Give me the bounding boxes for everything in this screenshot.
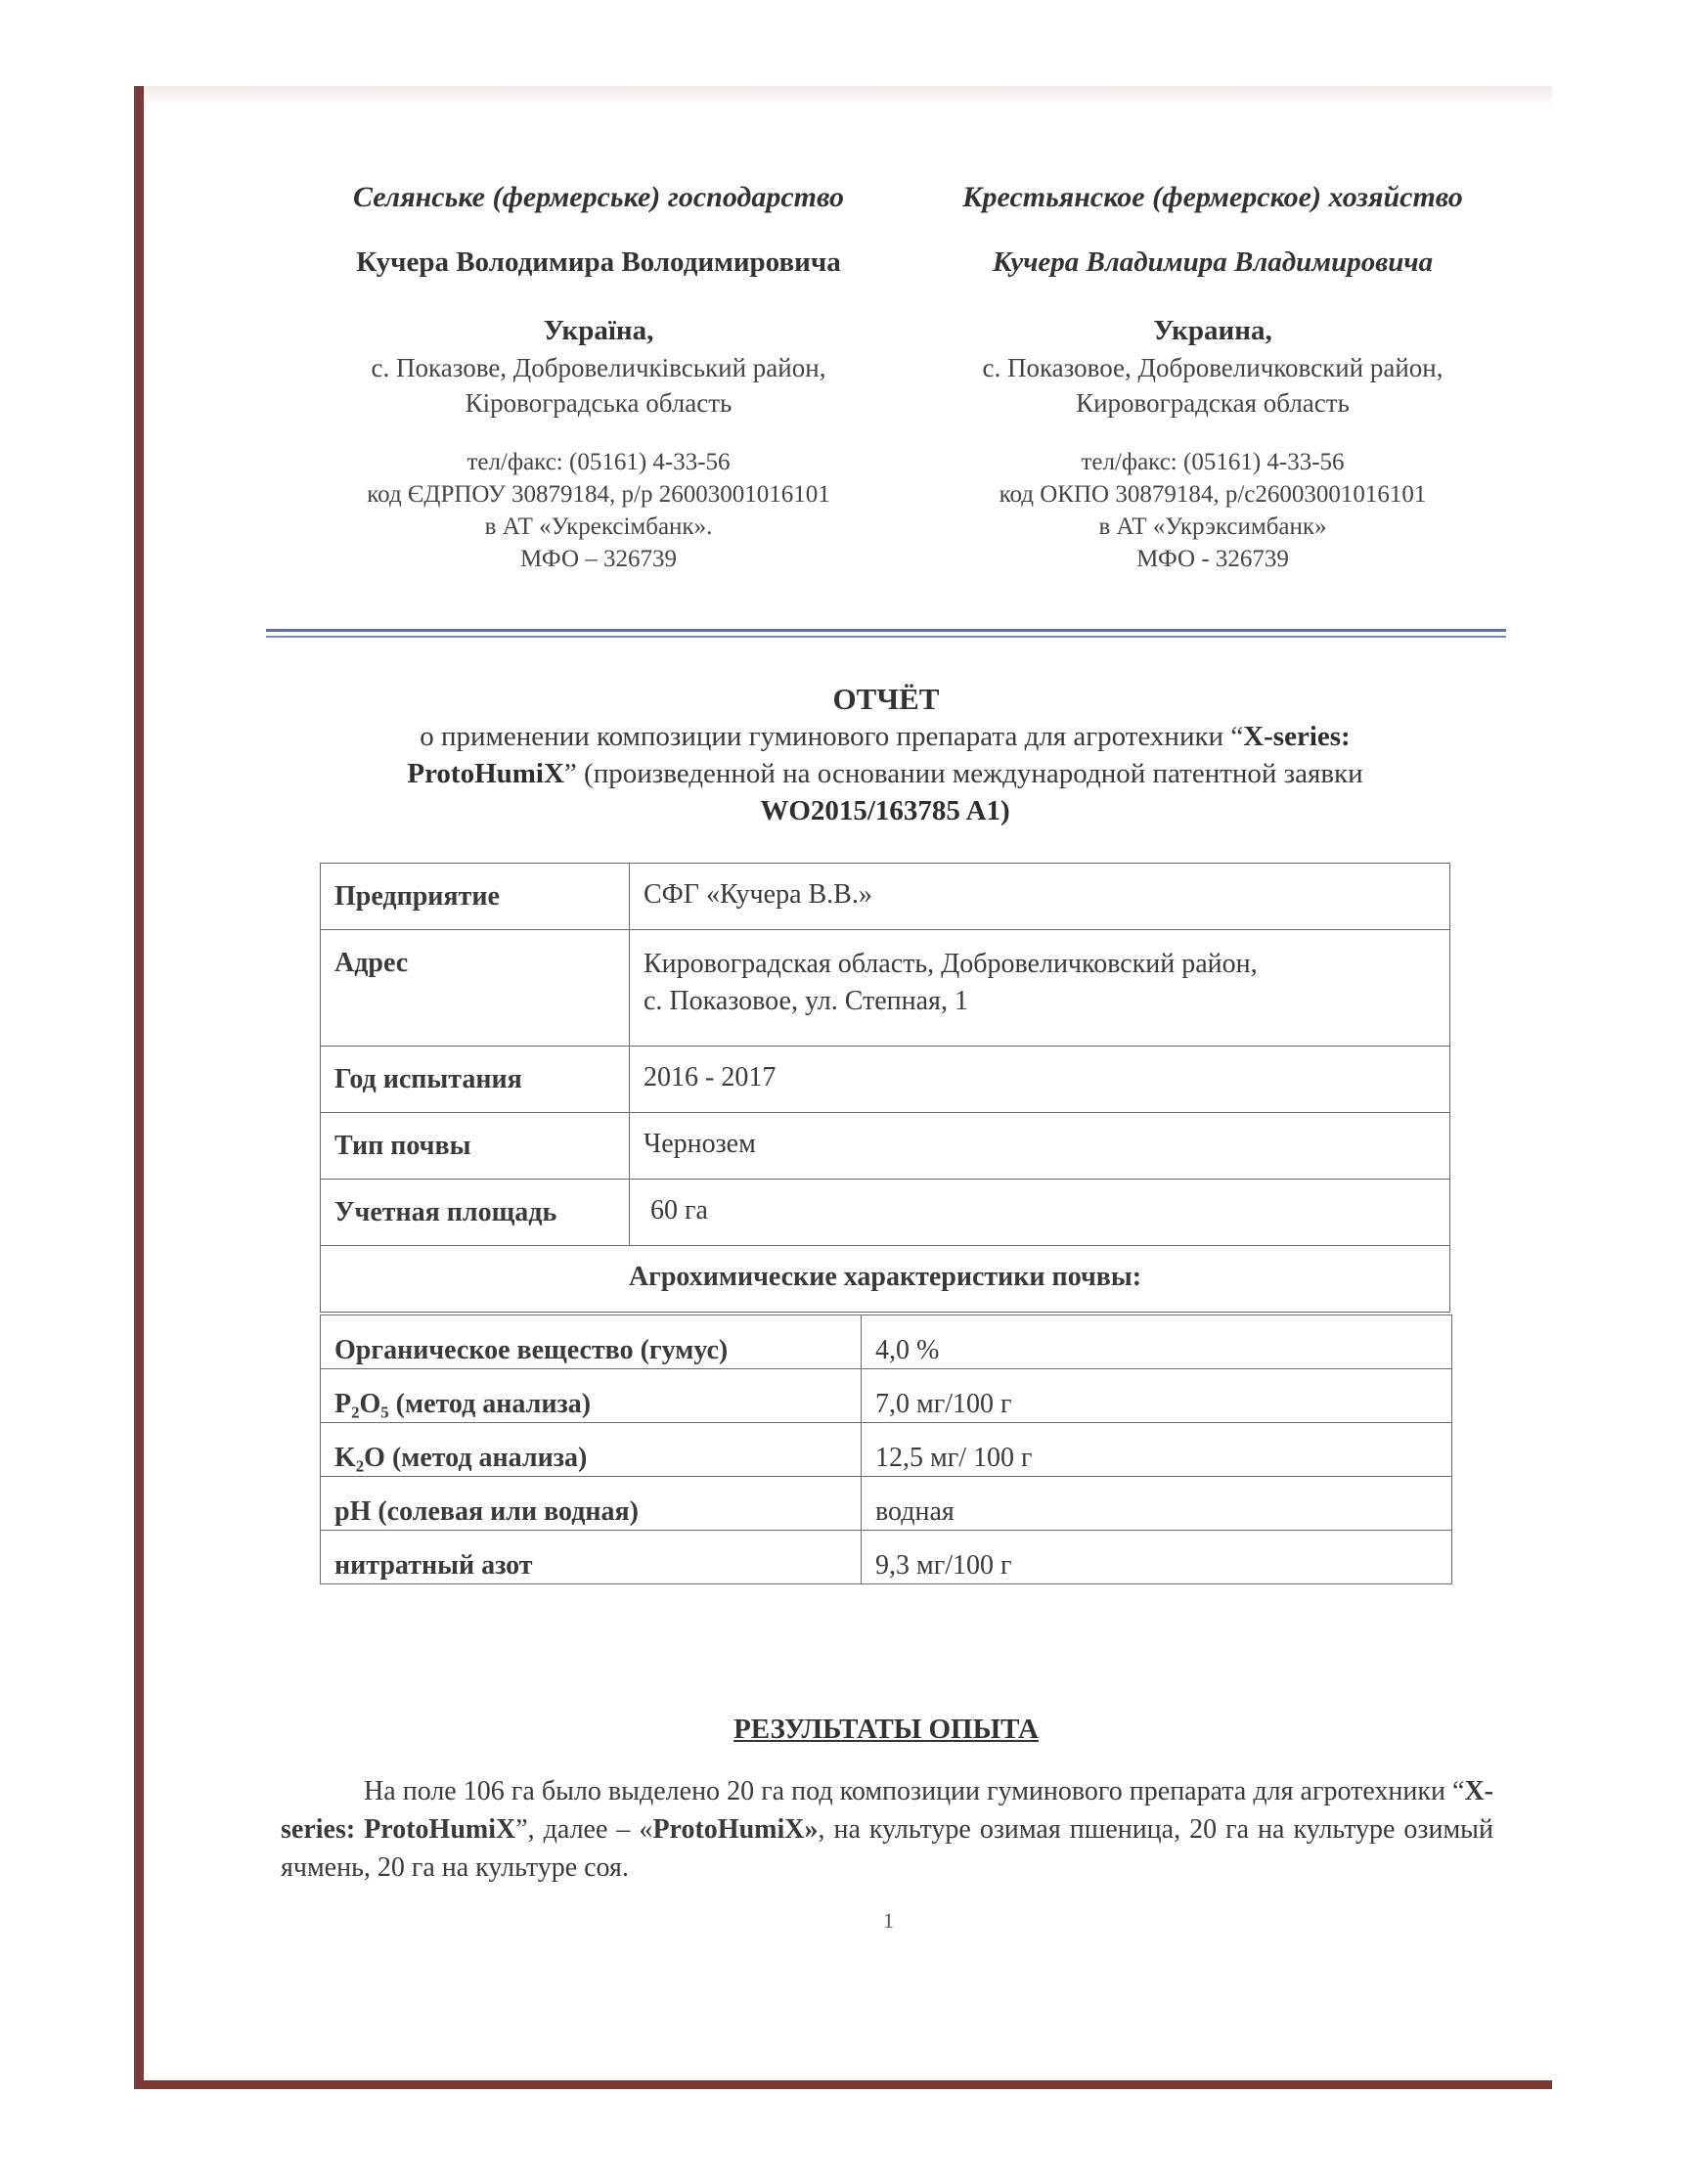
org-type-ua: Селянське (фермерське) господарство — [353, 181, 844, 213]
row-value: 7,0 мг/100 г — [862, 1369, 1452, 1423]
results-text-2: ”, далее – « — [515, 1814, 653, 1845]
row-label: нитратный азот — [321, 1531, 862, 1584]
header-divider-secondary — [266, 636, 1506, 638]
address-line-2-ru: Кировоградская область — [1076, 388, 1350, 418]
table-row — [321, 1315, 1452, 1369]
country-ru: Украина, — [1153, 315, 1272, 346]
mfo-ru: МФО - 326739 — [1136, 546, 1289, 572]
row-value: Чернозем — [630, 1113, 1450, 1180]
report-title: ОТЧЁТ — [832, 682, 940, 716]
table-row — [321, 930, 1450, 1047]
row-value: 2016 - 2017 — [630, 1047, 1450, 1113]
results-title: РЕЗУЛЬТАТЫ ОПЫТА — [733, 1714, 1039, 1745]
page-left-border — [134, 86, 144, 2089]
header-ukrainian — [276, 176, 921, 575]
agro-table — [320, 1315, 1452, 1584]
mfo-ua: МФО – 326739 — [519, 546, 677, 572]
row-label: K₂O (метод анализа) — [321, 1423, 862, 1477]
country-ua: Україна, — [543, 315, 654, 346]
phone-ua: тел/факс: (05161) 4-33-56 — [466, 449, 731, 475]
table-row — [321, 1113, 1450, 1180]
header-divider — [266, 629, 1506, 635]
row-value — [630, 930, 1450, 1047]
contacts-ru — [890, 446, 1535, 575]
address-line-2-ua: Кіровоградська область — [465, 388, 733, 418]
row-value: водная — [862, 1477, 1452, 1531]
table-section-row — [321, 1246, 1450, 1313]
results-text-3: , на культуре озимая пшеница, 20 га на культуре озимый ячмень, 20 га на культуре соя. — [281, 1814, 1493, 1883]
header-russian — [890, 176, 1535, 575]
subtitle-bold-2: ProtoHumiX — [407, 758, 564, 789]
subtitle-part-2: ” (произведенной на основании международной патентной заявки — [563, 758, 1363, 789]
row-value: 12,5 мг/ 100 г — [862, 1423, 1452, 1477]
table-row — [321, 1047, 1450, 1113]
row-value: 4,0 % — [862, 1315, 1452, 1369]
phone-ru: тел/факс: (05161) 4-33-56 — [1081, 449, 1345, 475]
info-table — [320, 863, 1450, 1313]
row-value: 9,3 мг/100 г — [862, 1531, 1452, 1584]
row-label: P₂O₅ (метод анализа) — [321, 1369, 862, 1423]
contacts-ua — [276, 446, 921, 575]
org-type-ru: Крестьянское (фермерское) хозяйство — [962, 181, 1463, 213]
owner-name-ru: Кучера Владимира Владимировича — [992, 246, 1434, 278]
subtitle-bold-1: X-series: — [1243, 721, 1351, 752]
company-code-ua: код ЄДРПОУ 30879184, р/р 26003001016101 — [367, 481, 830, 508]
row-value: СФГ «Кучера В.В.» — [630, 864, 1450, 930]
report-subtitle — [323, 718, 1447, 829]
subtitle-part-1: о применении композиции гуминового препарата для агротехники “ — [420, 721, 1244, 752]
owner-name-ua: Кучера Володимира Володимировича — [356, 246, 841, 278]
row-label: Органическое вещество (гумус) — [321, 1315, 862, 1369]
table-row — [321, 1531, 1452, 1584]
row-label: pH (солевая или водная) — [321, 1477, 862, 1531]
subtitle-bold-3: WO2015/163785 A1) — [760, 795, 1010, 826]
table-row — [321, 1477, 1452, 1531]
row-label: Год испытания — [321, 1047, 630, 1113]
table-row — [321, 1180, 1450, 1246]
row-value: 60 га — [630, 1180, 1450, 1246]
table-row — [321, 1369, 1452, 1423]
page-number: 1 — [883, 1908, 894, 1933]
results-bold-2: ProtoHumiX» — [652, 1814, 819, 1845]
section-title: Агрохимические характеристики почвы: — [321, 1246, 1450, 1313]
row-label: Предприятие — [321, 864, 630, 930]
table-row — [321, 1423, 1452, 1477]
address-line-1-ru: с. Показовое, Добровеличковский район, — [982, 353, 1444, 382]
page-bottom-border — [134, 2080, 1552, 2089]
bank-ru: в АТ «Укрэксимбанк» — [1098, 513, 1327, 540]
row-label: Учетная площадь — [321, 1180, 630, 1246]
address-value-line-2: с. Показовое, ул. Степная, 1 — [644, 986, 968, 1016]
bank-ua: в АТ «Укрексімбанк». — [484, 513, 713, 540]
row-label: Тип почвы — [321, 1113, 630, 1180]
table-row — [321, 864, 1450, 930]
address-value-line-1: Кировоградская область, Добровеличковский район, — [644, 949, 1258, 979]
address-line-1-ua: с. Показове, Добровеличківський район, — [371, 353, 826, 382]
row-label: Адрес — [321, 930, 630, 1047]
page-top-shadow — [144, 86, 1552, 110]
results-bold-1: X-series: ProtoHumiX — [281, 1776, 1493, 1845]
results-paragraph — [281, 1772, 1493, 1887]
results-text-1: На поле 106 га было выделено 20 га под композиции гуминового препарата для агротехники “ — [364, 1776, 1465, 1806]
company-code-ru: код ОКПО 30879184, р/с26003001016101 — [999, 481, 1427, 508]
